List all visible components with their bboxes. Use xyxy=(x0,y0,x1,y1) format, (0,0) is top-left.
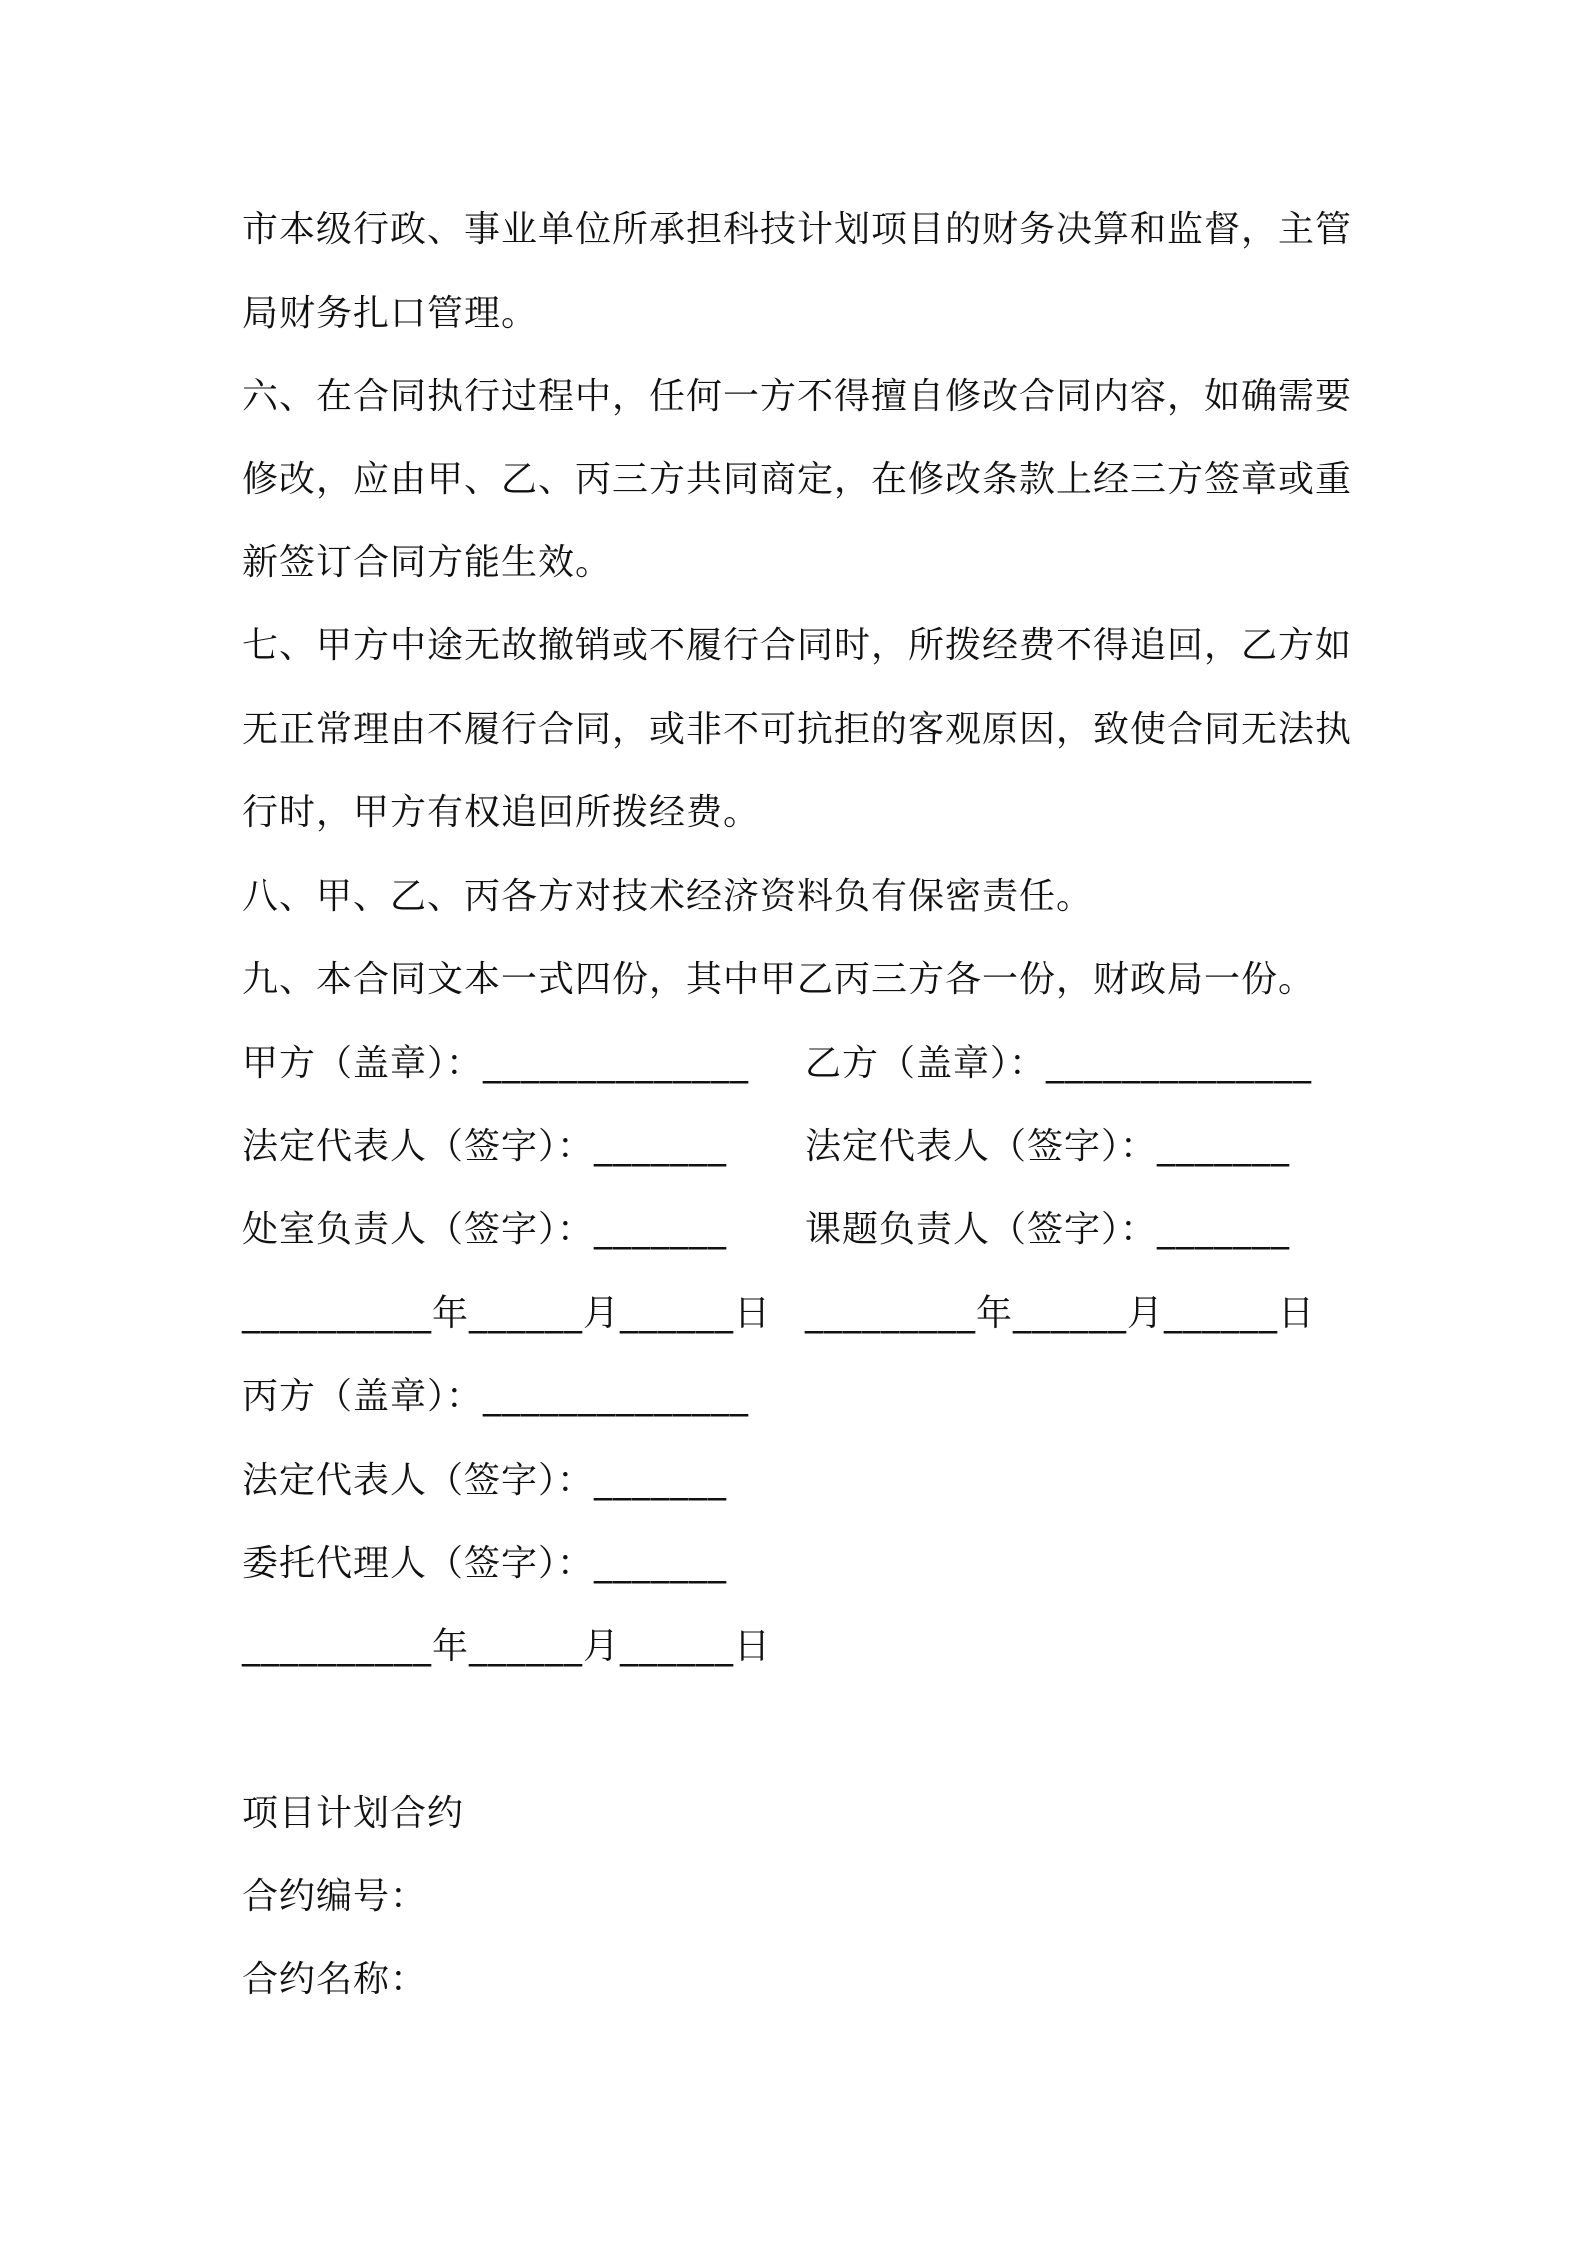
clause-six-line: 新签订合同方能生效。 xyxy=(242,542,613,583)
party-a-date-field: __________年______月______日 xyxy=(242,1293,771,1334)
party-c-legal-rep-field: 法定代表人（签字）：_______ xyxy=(242,1460,728,1501)
paragraph-line: 局财务扎口管理。 xyxy=(242,293,539,334)
party-b-seal-field: 乙方（盖章）：______________ xyxy=(805,1043,1313,1084)
party-c-date-field: __________年______月______日 xyxy=(242,1626,771,1667)
clause-eight-line: 八、甲、乙、丙各方对技术经济资料负有保密责任。 xyxy=(242,876,1094,917)
contract-name-label: 合约名称： xyxy=(242,1959,428,2000)
party-a-legal-rep-field: 法定代表人（签字）：_______ xyxy=(242,1126,728,1167)
clause-seven-line: 七、甲方中途无故撤销或不履行合同时，所拨经费不得追回，乙方如 xyxy=(242,625,1353,666)
clause-six-line: 修改，应由甲、乙、丙三方共同商定，在修改条款上经三方签章或重 xyxy=(242,459,1353,500)
party-b-date-field: _________年______月______日 xyxy=(805,1293,1315,1334)
party-c-agent-field: 委托代理人（签字）：_______ xyxy=(242,1543,728,1584)
party-a-office-head-field: 处室负责人（签字）：_______ xyxy=(242,1209,728,1250)
party-b-project-head-field: 课题负责人（签字）：_______ xyxy=(805,1209,1291,1250)
clause-nine-line: 九、本合同文本一式四份，其中甲乙丙三方各一份，财政局一份。 xyxy=(242,959,1316,1000)
party-a-seal-field: 甲方（盖章）：______________ xyxy=(242,1043,750,1084)
clause-seven-line: 行时，甲方有权追回所拨经费。 xyxy=(242,792,761,833)
party-c-seal-field: 丙方（盖章）：______________ xyxy=(242,1376,750,1417)
party-b-legal-rep-field: 法定代表人（签字）：_______ xyxy=(805,1126,1291,1167)
clause-seven-line: 无正常理由不履行合同，或非不可抗拒的客观原因，致使合同无法执 xyxy=(242,709,1353,750)
contract-number-label: 合约编号： xyxy=(242,1876,428,1917)
clause-six-line: 六、在合同执行过程中，任何一方不得擅自修改合同内容，如确需要 xyxy=(242,376,1353,417)
section-title: 项目计划合约 xyxy=(242,1793,465,1834)
paragraph-line: 市本级行政、事业单位所承担科技计划项目的财务决算和监督，主管 xyxy=(242,209,1353,250)
